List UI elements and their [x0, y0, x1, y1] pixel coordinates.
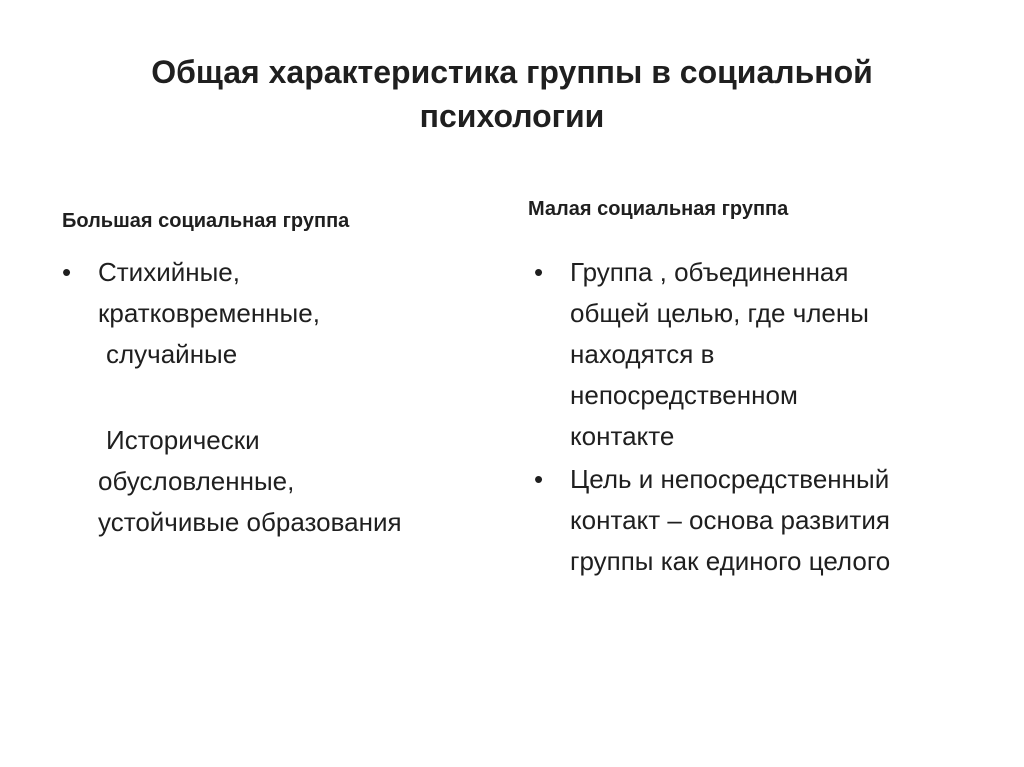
- list-item-line: Стихийные,: [98, 257, 240, 287]
- list-item-line: непосредственном: [570, 380, 798, 410]
- bullet-icon: •: [62, 257, 72, 287]
- list-item: [534, 459, 994, 582]
- list-item-line: Группа , объединенная: [570, 257, 849, 287]
- list-item-line: контакт – основа развития: [570, 505, 890, 535]
- list-item-line: контакте: [570, 421, 675, 451]
- list-item-line: Исторически: [106, 425, 260, 455]
- slide-title-line-1: Общая характеристика группы в социальной: [151, 54, 873, 90]
- list-item-line: обусловленные,: [98, 466, 295, 496]
- list-item-line: общей целью, где члены: [570, 298, 869, 328]
- list-item-line: кратковременные,: [98, 298, 320, 328]
- list-item-line: случайные: [106, 339, 238, 369]
- list-item: [62, 252, 502, 543]
- list-item-line: находятся в: [570, 339, 715, 369]
- list-item: [534, 252, 994, 457]
- list-item-line: группы как единого целого: [570, 546, 891, 576]
- list-item-line: устойчивые образования: [98, 507, 402, 537]
- bullet-icon: •: [534, 257, 544, 287]
- list-item-line: Цель и непосредственный: [570, 464, 890, 494]
- right-column-heading: Малая социальная группа: [528, 198, 789, 220]
- right-column-list: [534, 252, 994, 582]
- slide-title-line-2: психологии: [419, 98, 605, 134]
- left-column-heading: Большая социальная группа: [62, 210, 350, 232]
- bullet-icon: •: [534, 464, 544, 494]
- left-column-list: [62, 252, 502, 543]
- slide-title: [60, 50, 964, 138]
